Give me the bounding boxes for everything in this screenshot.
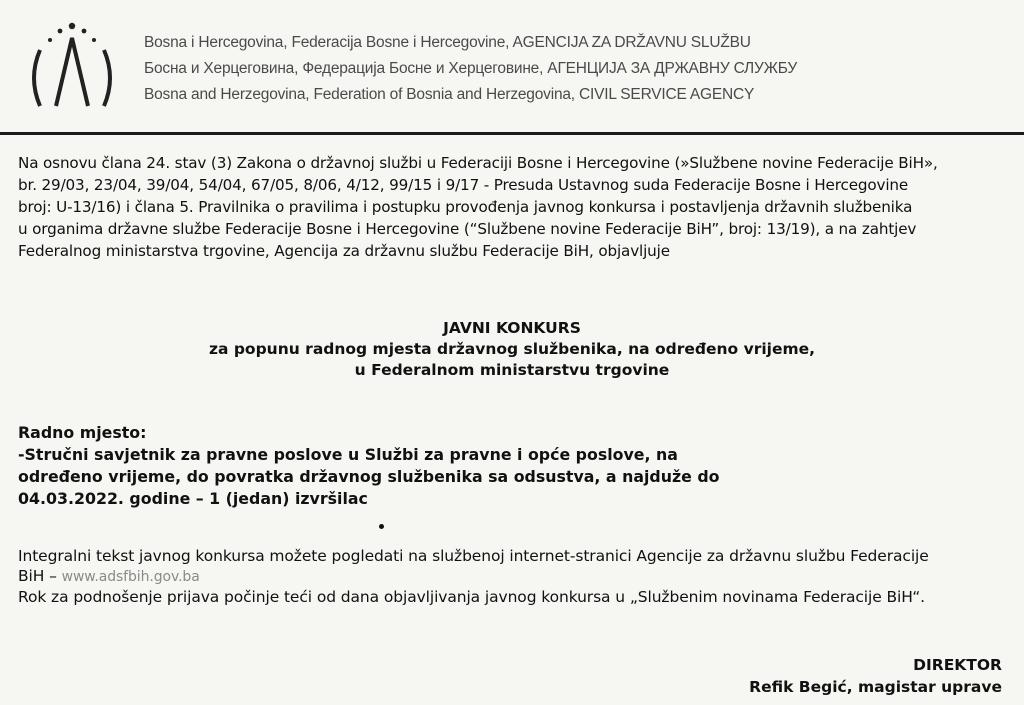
signature-name: Refik Begić, magistar uprave: [749, 678, 1002, 696]
notice-subtitle-line2: u Federalnom ministarstvu trgovine: [354, 361, 670, 379]
position-line: -Stručni savjetnik za pravne poslove u Službi za pravne i opće poslove, na: [18, 445, 678, 464]
intro-line: br. 29/03, 23/04, 39/04, 54/04, 67/05, 8/06, 4/12, 99/15 i 9/17 - Presuda Ustavnog suda Federacije Bosne i Hercegovine: [18, 176, 909, 194]
print-speck: [379, 524, 384, 529]
position-line: određeno vrijeme, do povratka državnog službenika sa odsustva, a najduže do: [18, 467, 720, 486]
header-divider: [0, 132, 1024, 135]
position-line: 04.03.2022. godine – 1 (jedan) izvršilac: [18, 489, 368, 508]
header-line-english: Bosna and Herzegovina, Federation of Bosnia and Herzegovina, CIVIL SERVICE AGENCY: [144, 86, 755, 103]
signature-block: [749, 654, 1002, 698]
footer-line2-prefix: BiH –: [18, 567, 62, 585]
header-line-bosnian: Bosna i Hercegovina, Federacija Bosne i Hercegovine, AGENCIJA ZA DRŽAVNU SLUŽBU: [144, 34, 751, 51]
agency-header: [0, 0, 1024, 140]
intro-line: Federalnog ministarstva trgovine, Agencija za državnu službu Federacije BiH, objavljuje: [18, 242, 670, 260]
position-label: Radno mjesto:: [18, 423, 147, 442]
intro-line: u organima državne službe Federacije Bosne i Hercegovine (“Službene novine Federacije BiH”, broj: 13/19), a na zahtjev: [18, 220, 917, 238]
notice-subtitle-line1: za popunu radnog mjesta državnog službenika, na određeno vrijeme,: [208, 340, 816, 358]
notice-title: [0, 318, 1024, 381]
footer-section: [18, 546, 1008, 607]
header-line-cyrillic: Босна и Херцеговина, Федерација Босне и Херцеговине, АГЕНЦИЈА ЗА ДРЖАВНУ СЛУЖБУ: [144, 60, 798, 77]
footer-line1: Integralni tekst javnog konkursa možete pogledati na službenoj internet-stranici Agencije za državnu službu Federacije: [18, 547, 929, 565]
footer-line2: [18, 566, 1008, 587]
agency-website-link[interactable]: www.adsfbih.gov.ba: [61, 569, 200, 585]
signature-role: DIREKTOR: [913, 656, 1002, 674]
footer-line3: Rok za podnošenje prijava počinje teći od dana objavljivanja javnog konkursa u „Službenim novinama Federacije BiH“.: [18, 588, 925, 606]
intro-line: broj: U-13/16) i člana 5. Pravilnika o pravilima i postupku provođenja javnog konkursa i postavljenja državnih službenika: [18, 198, 913, 216]
notice-heading: JAVNI KONKURS: [443, 319, 581, 337]
position-section: [18, 422, 1008, 510]
intro-line: Na osnovu člana 24. stav (3) Zakona o državnoj službi u Federaciji Bosne i Hercegovine (»Službene novine Federacije BiH»,: [18, 154, 938, 172]
agency-logo: [22, 14, 122, 124]
intro-paragraph: [18, 152, 1008, 262]
